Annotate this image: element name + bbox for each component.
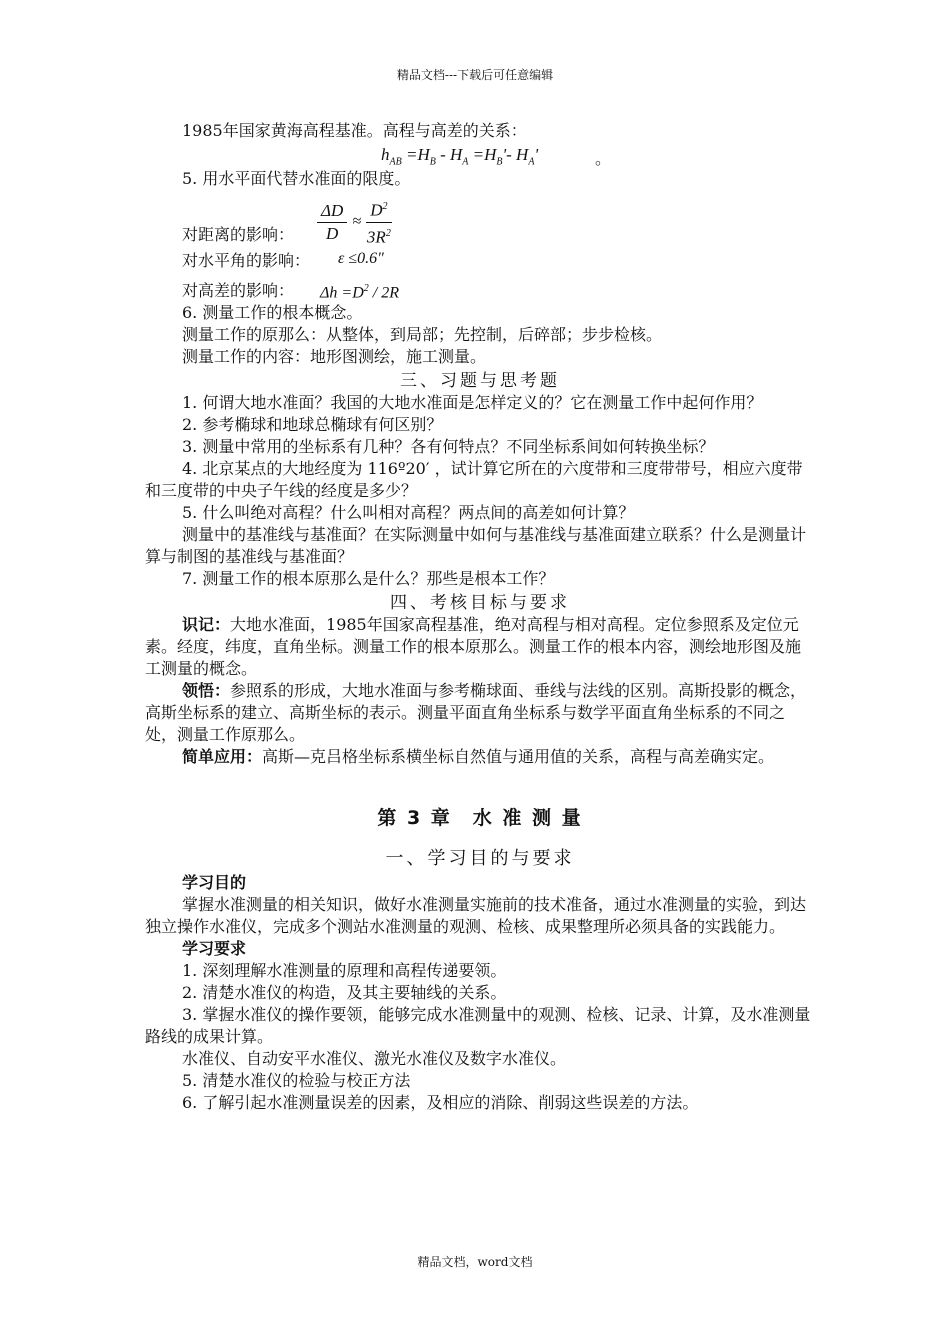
question-5: 5. 什么叫绝对高程？什么叫相对高程？两点间的高差如何计算？ (182, 503, 635, 522)
paragraph-datum: 1985年国家黄海高程基准。高程与高差的关系： (182, 121, 527, 140)
requirement-4: 水准仪、自动安平水准仪、激光水准仪及数字水准仪。 (182, 1049, 567, 1068)
requirements-label: 学习要求 (182, 939, 247, 958)
question-3: 3. 测量中常用的坐标系有几种？各有何特点？不同坐标系间如何转换坐标？ (182, 437, 715, 456)
formula-height: $\Delta h =D^2 / 2R$ (320, 283, 399, 302)
recall-paragraph (145, 614, 815, 680)
paragraph-principle: 测量工作的原那么：从整体，到局部；先控制，后碎部；步步检核。 (182, 325, 663, 344)
requirement-1: 1. 深刻理解水准测量的原理和高程传递要领。 (182, 961, 507, 980)
height-label: 对高差的影响： (182, 281, 295, 300)
purpose-label: 学习目的 (182, 873, 247, 892)
formula-hab: $h_{AB} =H_B - H_A =H_B'-$ $H_A'$ (381, 145, 539, 168)
angle-effect-row (145, 248, 815, 274)
question-7: 7. 测量工作的根本原那么是什么？那些是根本工作？ (182, 569, 555, 588)
formula-angle: ε ≤0.6" (338, 250, 384, 267)
formula-period: 。 (595, 149, 612, 168)
understand-text: 参照系的形成，大地水准面与参考椭球面、垂线与法线的区别。高斯投影的概念，高斯坐标系的建立、高斯坐标的表示。测量平面直角坐标系与数学平面直角坐标系的不同之处，测量工作原那么。 (145, 681, 807, 744)
question-1: 1. 何谓大地水准面？我国的大地水准面是怎样定义的？它在测量工作中起何作用？ (182, 393, 763, 412)
angle-label: 对水平角的影响： (182, 251, 311, 270)
chapter-subtitle: 一、学习目的与要求 (385, 848, 575, 869)
requirement-3: 3. 掌握水准仪的操作要领，能够完成水准测量中的观测、检核、记录、计算，及水准测量路线的成果计算。 (145, 1005, 811, 1046)
section4-title: 四、考核目标与要求 (390, 593, 570, 613)
recall-text: 大地水准面，1985年国家高程基准，绝对高程与相对高程。定位参照系及定位元素。经度，纬度，直角坐标。测量工作的根本原那么。测量工作的根本内容，测绘地形图及施工测量的概念。 (145, 615, 802, 678)
paragraph-content: 测量工作的内容：地形图测绘，施工测量。 (182, 347, 487, 366)
requirement-2: 2. 清楚水准仪的构造，及其主要轴线的关系。 (182, 983, 507, 1002)
paragraph-item6: 6. 测量工作的根本概念。 (182, 303, 363, 322)
recall-label: 识记： (182, 615, 231, 634)
document-body (145, 120, 815, 1114)
height-effect-row (145, 274, 815, 302)
requirement-5: 5. 清楚水准仪的检验与校正方法 (182, 1071, 411, 1090)
question-4: 4. 北京某点的大地经度为 116º20′ ，试计算它所在的六度带和三度带带号，相应六度带和三度带的中央子午线的经度是多少？ (145, 459, 803, 500)
page-footer: 精品文档，word文档 (417, 1255, 533, 1269)
formula-height-difference (145, 142, 815, 168)
distance-label: 对距离的影响： (182, 225, 295, 244)
apply-label: 简单应用： (182, 747, 263, 766)
distance-effect-row (145, 190, 815, 246)
paragraph-item5: 5. 用水平面代替水准面的限度。 (182, 169, 411, 188)
formula-distance: $\frac{\Delta D}{D}$ ≈ $\frac{D^2}{3R^2}$ (317, 196, 392, 248)
chapter-title: 第 3 章 水 准 测 量 (377, 807, 583, 829)
section3-title: 三、习题与思考题 (400, 371, 560, 391)
purpose-text: 掌握水准测量的相关知识，做好水准测量实施前的技术准备，通过水准测量的实验，到达独立操作水准仪，完成多个测站水准测量的观测、检核、成果整理所必须具备的实践能力。 (145, 895, 807, 936)
page-header: 精品文档---下载后可任意编辑 (396, 68, 554, 82)
question-6: 测量中的基准线与基准面？在实际测量中如何与基准线与基准面建立联系？什么是测量计算与制图的基准线与基准面？ (145, 525, 807, 566)
requirement-6: 6. 了解引起水准测量误差的因素，及相应的消除、削弱这些误差的方法。 (182, 1093, 699, 1112)
understand-paragraph (145, 680, 815, 746)
apply-text: 高斯—克吕格坐标系横坐标自然值与通用值的关系，高程与高差确实定。 (262, 747, 775, 766)
understand-label: 领悟： (182, 681, 231, 700)
apply-paragraph (145, 746, 815, 768)
question-2: 2. 参考椭球和地球总椭球有何区别？ (182, 415, 443, 434)
